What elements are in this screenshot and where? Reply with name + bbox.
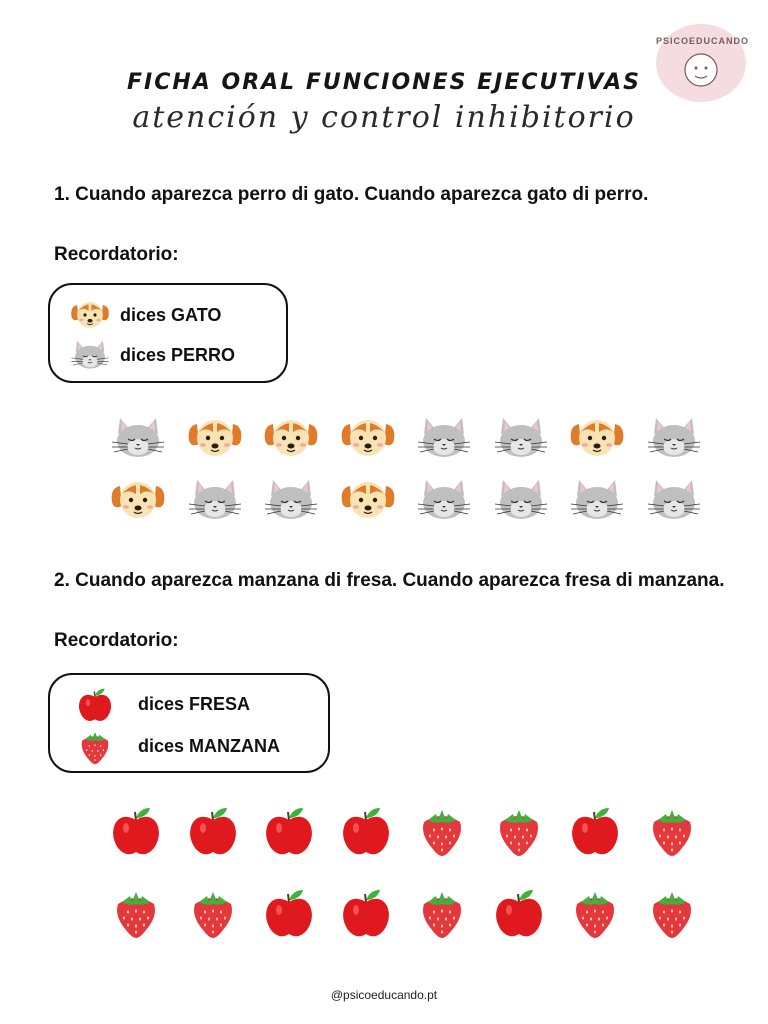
cat-icon	[414, 472, 474, 528]
strawberry-icon	[489, 802, 549, 858]
dog-icon	[261, 410, 321, 466]
cat-icon	[108, 410, 168, 466]
strawberry-icon	[565, 884, 625, 940]
reminder-label-cat: dices PERRO	[120, 344, 236, 365]
dog-icon	[185, 410, 245, 466]
cat-icon	[66, 335, 114, 375]
cat-icon	[185, 472, 245, 528]
instruction-1: 1. Cuando aparezca perro di gato. Cuando aparezca gato di perro.	[54, 184, 649, 205]
cat-icon	[644, 410, 704, 466]
reminder-label-strawberry: dices MANZANA	[138, 735, 281, 756]
reminder-item-dog	[66, 295, 221, 335]
logo-text: PSICOEDUCANDO	[656, 36, 750, 46]
strawberry-icon	[412, 884, 472, 940]
brand-logo	[656, 24, 750, 102]
cat-icon	[491, 410, 551, 466]
apple-icon	[259, 802, 319, 858]
footer-handle: @psicoeducando.pt	[330, 988, 438, 1002]
apple-icon	[183, 802, 243, 858]
apple-icon	[74, 683, 116, 725]
cat-icon	[567, 472, 627, 528]
reminder-box-1	[48, 283, 288, 383]
cat-icon	[644, 472, 704, 528]
cat-icon	[414, 410, 474, 466]
cat-icon	[261, 472, 321, 528]
page-subtitle: atención y control inhibitorio	[132, 100, 636, 135]
apple-icon	[336, 884, 396, 940]
reminder-label-apple: dices FRESA	[138, 693, 251, 714]
reminder-box-2	[48, 673, 330, 773]
reminder-item-cat	[66, 335, 235, 375]
instruction-2: 2. Cuando aparezca manzana di fresa. Cuando aparezca fresa di manzana.	[54, 570, 725, 591]
apple-icon	[336, 802, 396, 858]
cat-icon	[491, 472, 551, 528]
page-title: FICHA ORAL FUNCIONES EJECUTIVAS	[127, 70, 641, 95]
strawberry-icon	[642, 884, 702, 940]
dog-icon	[338, 410, 398, 466]
dog-icon	[66, 295, 114, 335]
reminder-item-strawberry	[74, 725, 280, 767]
strawberry-icon	[642, 802, 702, 858]
dog-icon	[567, 410, 627, 466]
apple-icon	[106, 802, 166, 858]
reminder-label-dog: dices GATO	[120, 304, 222, 325]
apple-icon	[489, 884, 549, 940]
reminder-label-1: Recordatorio:	[54, 244, 179, 265]
reminder-label-2: Recordatorio:	[54, 630, 179, 651]
strawberry-icon	[412, 802, 472, 858]
reminder-item-apple	[74, 683, 250, 725]
strawberry-icon	[183, 884, 243, 940]
apple-icon	[259, 884, 319, 940]
apple-icon	[565, 802, 625, 858]
dog-icon	[108, 472, 168, 528]
dog-icon	[338, 472, 398, 528]
strawberry-icon	[74, 725, 116, 767]
strawberry-icon	[106, 884, 166, 940]
